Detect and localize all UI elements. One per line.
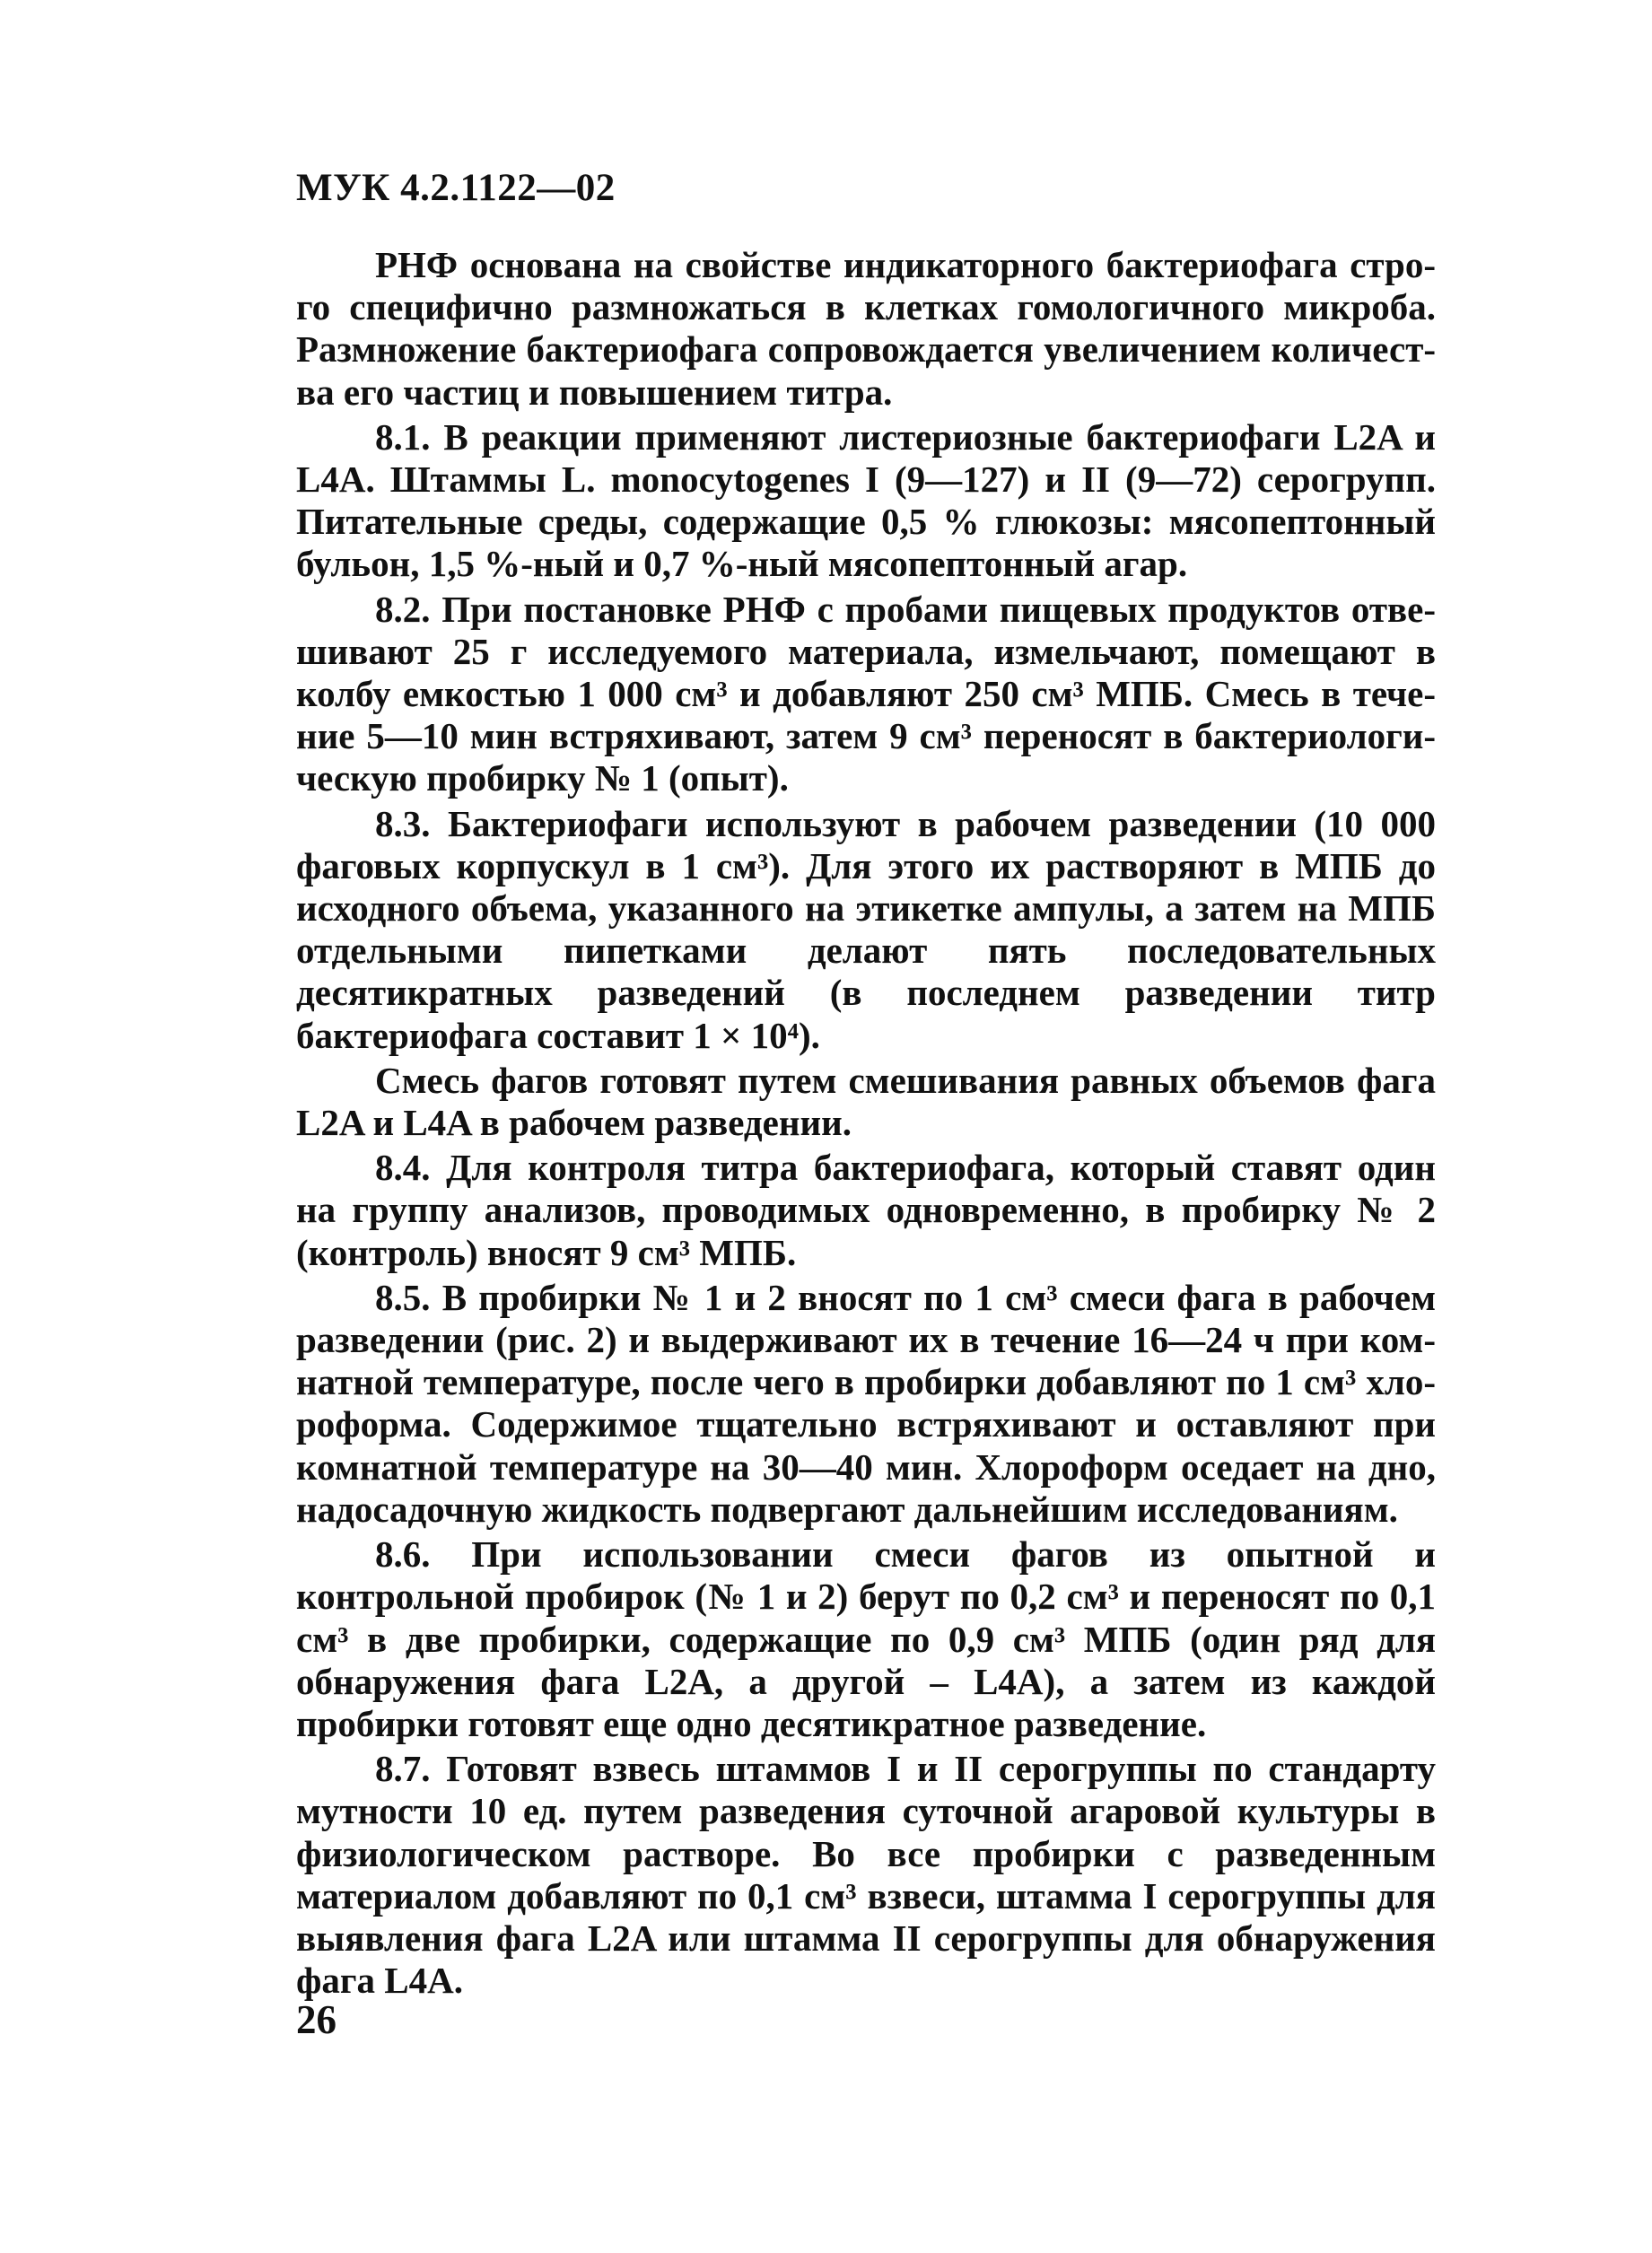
document-body — [296, 244, 1436, 2004]
paragraph-8-7: 8.7. Готовят взвесь штаммов I и II серогруппы по стандарту мутности 10 ед. путем разведения суточной агаровой культуры в физиологическом растворе. Во все пробирки с разведенным материалом добавляют по 0,1 см³ взвеси, штамма I серогруппы для выявления фага L2A или штамма II серогруппы для обнаружения фага L4A. — [296, 1748, 1436, 2002]
document-code-header: МУК 4.2.1122—02 — [296, 167, 616, 209]
paragraph-phage-mix: Смесь фагов готовят путем смешивания равных объемов фага L2A и L4A в рабочем разведении. — [296, 1059, 1436, 1144]
paragraph-8-6: 8.6. При использовании смеси фагов из опытной и контрольной пробирок (№ 1 и 2) берут по 0,2 см³ и переносят по 0,1 см³ в две пробирки, содержащие по 0,9 см³ МПБ (один ряд для обнаружения фага L2A, а другой – L4A), а затем из каждой пробирки готовят еще одно десятикратное разведение. — [296, 1533, 1436, 1744]
paragraph-8-2: 8.2. При постановке РНФ с пробами пищевых продуктов отвешивают 25 г исследуемого материала, измельчают, помещают в колбу емкостью 1 000 см³ и добавляют 250 см³ МПБ. Смесь в течение 5—10 мин встряхивают, затем 9 см³ переносят в бактериологическую пробирку № 1 (опыт). — [296, 588, 1436, 799]
paragraph-intro: РНФ основана на свойстве индикаторного бактериофага строго специфично размножаться в клетках гомологичного микроба. Размножение бактериофага сопровождается увеличением количества его частиц и повышением титра. — [296, 244, 1436, 413]
paragraph-8-5: 8.5. В пробирки № 1 и 2 вносят по 1 см³ смеси фага в рабочем разведении (рис. 2) и выдерживают их в течение 16—24 ч при комнатной температуре, после чего в пробирки добавляют по 1 см³ хлороформа. Содержимое тщательно встряхивают и оставляют при комнатной температуре на 30—40 мин. Хлороформ оседает на дно, надосадочную жидкость подвергают дальнейшим исследованиям. — [296, 1276, 1436, 1530]
page-number: 26 — [296, 1997, 337, 2042]
paragraph-8-3: 8.3. Бактериофаги используют в рабочем разведении (10 000 фаговых корпускул в 1 см³). Для этого их растворяют в МПБ до исходного объема, указанного на этикетке ампулы, а затем на МПБ отдельными пипетками делают пять последовательных десятикратных разведений (в последнем разведении титр бактериофага составит 1 × 10⁴). — [296, 802, 1436, 1056]
paragraph-8-4: 8.4. Для контроля титра бактериофага, который ставят один на группу анализов, проводимых одновременно, в пробирку № 2 (контроль) вносят 9 см³ МПБ. — [296, 1147, 1436, 1273]
paragraph-8-1: 8.1. В реакции применяют листериозные бактериофаги L2A и L4A. Штаммы L. monocytogenes I (9—127) и II (9—72) серогрупп. Питательные среды, содержащие 0,5 % глюкозы: мясопептонный бульон, 1,5 %-ный и 0,7 %-ный мясопептонный агар. — [296, 415, 1436, 585]
